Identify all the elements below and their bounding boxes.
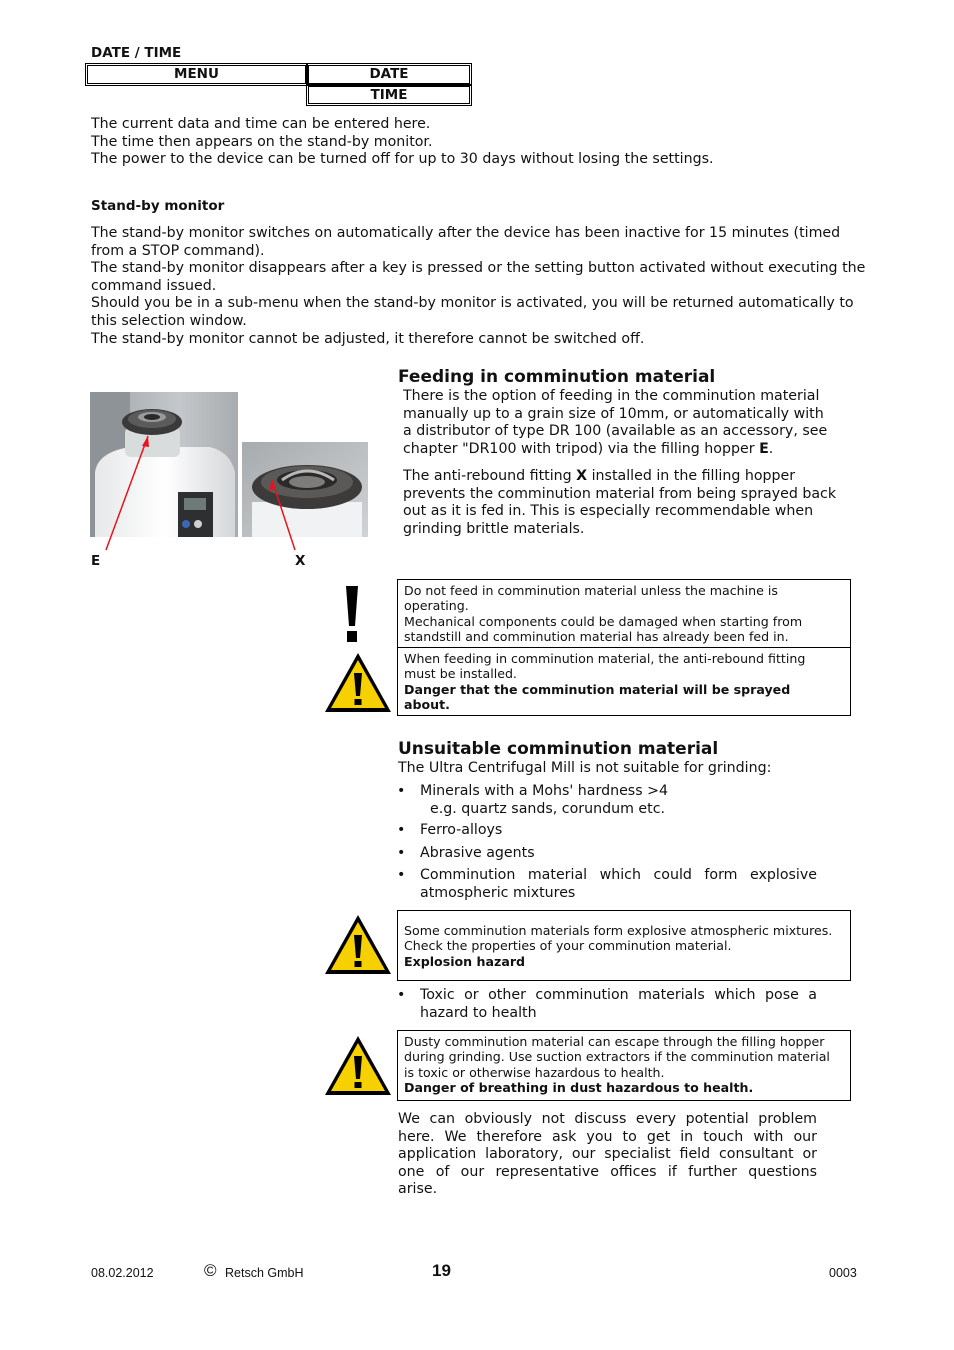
text-line: When feeding in comminution material, the anti-rebound fitting [404,651,806,667]
hopper-ref: E [759,440,769,457]
warning-row [398,1031,850,1098]
pointer-arrows [90,392,370,557]
bullet: • [397,783,406,799]
warning-box-feeding [397,579,851,716]
text-span: . [768,440,774,457]
text-line: out as it is fed in. This is especially recommendable when [403,503,814,520]
date-cell: DATE [308,65,470,84]
text-line: application laboratory, our specialist field consultant or [398,1146,817,1163]
list-item [397,987,817,1022]
page-number: 19 [432,1261,451,1280]
bullet: • [397,822,406,838]
warning-row [398,647,850,715]
text-line: Some comminution materials form explosive atmospheric mixtures. [404,923,833,938]
footer-date: 08.02.2012 [91,1266,154,1280]
bullet: • [397,987,406,1003]
text-line: must be installed. [404,666,517,682]
text-line: here. We therefore ask you to get in touch with our [398,1128,817,1145]
label-x: X [295,553,306,569]
text-line: prevents the comminution material from being sprayed back [403,485,837,502]
text-span: installed in the filling hopper [587,468,796,484]
text-line: grinding brittle materials. [403,520,585,537]
warning-box-dust [397,1030,851,1101]
text-line: Should you be in a sub-menu when the stand-by monitor is activated, you will be returned automatically to [91,295,854,312]
warning-triangle-icon [323,913,393,976]
text-line: There is the option of feeding in the comminution material [403,388,820,404]
list-item [397,822,817,840]
warning-row [398,911,850,972]
list-item [397,845,817,863]
exclamation-icon [340,586,364,644]
unsuitable-heading: Unsuitable comminution material [398,739,719,759]
text-line: about. [404,697,450,713]
list-item-subtext: atmospheric mixtures [420,884,576,901]
menu-cell: MENU [87,65,306,84]
fitting-ref: X [576,468,588,484]
standby-text [91,225,911,348]
footer-code: 0003 [829,1266,857,1280]
bullet: • [397,867,406,883]
text-line: The stand-by monitor disappears after a key is pressed or the setting button activated without executing the [91,260,866,277]
feeding-heading: Feeding in comminution material [398,367,716,387]
warning-box-explosion [397,910,851,981]
text-line: The current data and time can be entered here. [91,116,431,132]
bullet: • [397,845,406,861]
text-line: The stand-by monitor cannot be adjusted, it therefore cannot be switched off. [91,330,645,347]
list-item-text: Comminution material which could form explosive [420,867,817,883]
text-line: operating. [404,598,469,614]
text-span: chapter "DR100 with tripod) via the filling hopper [403,440,760,457]
text-line: arise. [398,1181,438,1198]
text-line: from a STOP command). [91,242,265,259]
datetime-text [91,116,891,169]
text-line: this selection window. [91,312,247,329]
standby-heading: Stand-by monitor [91,198,225,214]
text-line: Danger that the comminution material will be sprayed [404,681,791,697]
list-item-text: Abrasive agents [420,845,535,861]
text-line: Danger of breathing in dust hazardous to health. [404,1079,754,1095]
list-item-text: Toxic or other comminution materials which pose a [420,987,817,1003]
text-line: standstill and comminution material has already been fed in. [404,628,789,644]
warning-triangle-icon [323,1034,393,1097]
feeding-paragraph-1 [403,388,853,458]
text-line: Explosion hazard [404,953,526,969]
text-line: manually up to a grain size of 10mm, or automatically with [403,405,824,422]
closing-paragraph [398,1111,817,1199]
text-line [403,468,853,486]
footer-company: Retsch GmbH [225,1266,304,1280]
datetime-heading: DATE / TIME [91,45,182,61]
text-line: a distributor of type DR 100 (available as an accessory, see [403,423,828,440]
text-line: command issued. [91,277,217,294]
label-e: E [91,553,101,569]
text-line: Mechanical components could be damaged when starting from [404,613,803,629]
list-item [397,783,817,818]
text-line: is toxic or otherwise hazardous to health. [404,1064,665,1080]
text-line: Check the properties of your comminution material. [404,938,732,954]
time-cell: TIME [308,86,470,104]
text-line: Do not feed in comminution material unless the machine is [404,583,778,598]
copyright-symbol: © [204,1261,217,1280]
text-line: The stand-by monitor switches on automatically after the device has been inactive for 15 minutes (timed [91,225,841,241]
list-item-text: Minerals with a Mohs' hardness >4 [420,783,669,799]
feeding-paragraph-2 [403,468,853,538]
warning-row [398,580,850,647]
list-item [397,867,817,902]
list-item-subtext: hazard to health [420,1004,537,1021]
text-line: during grinding. Use suction extractors if the comminution material [404,1049,830,1065]
text-line: Dusty comminution material can escape through the filling hopper [404,1034,825,1049]
list-item-subtext: e.g. quartz sands, corundum etc. [430,800,666,817]
text-line: The power to the device can be turned off for up to 30 days without losing the settings. [91,151,714,168]
text-line: one of our representative offices if further questions [398,1163,817,1180]
text-line: We can obviously not discuss every potential problem [398,1111,817,1127]
text-span: The anti-rebound fitting [403,468,577,484]
warning-triangle-icon [323,651,393,714]
unsuitable-intro: The Ultra Centrifugal Mill is not suitable for grinding: [398,760,772,776]
list-item-text: Ferro-alloys [420,822,503,838]
text-line: The time then appears on the stand-by monitor. [91,133,433,150]
text-line [403,441,853,459]
